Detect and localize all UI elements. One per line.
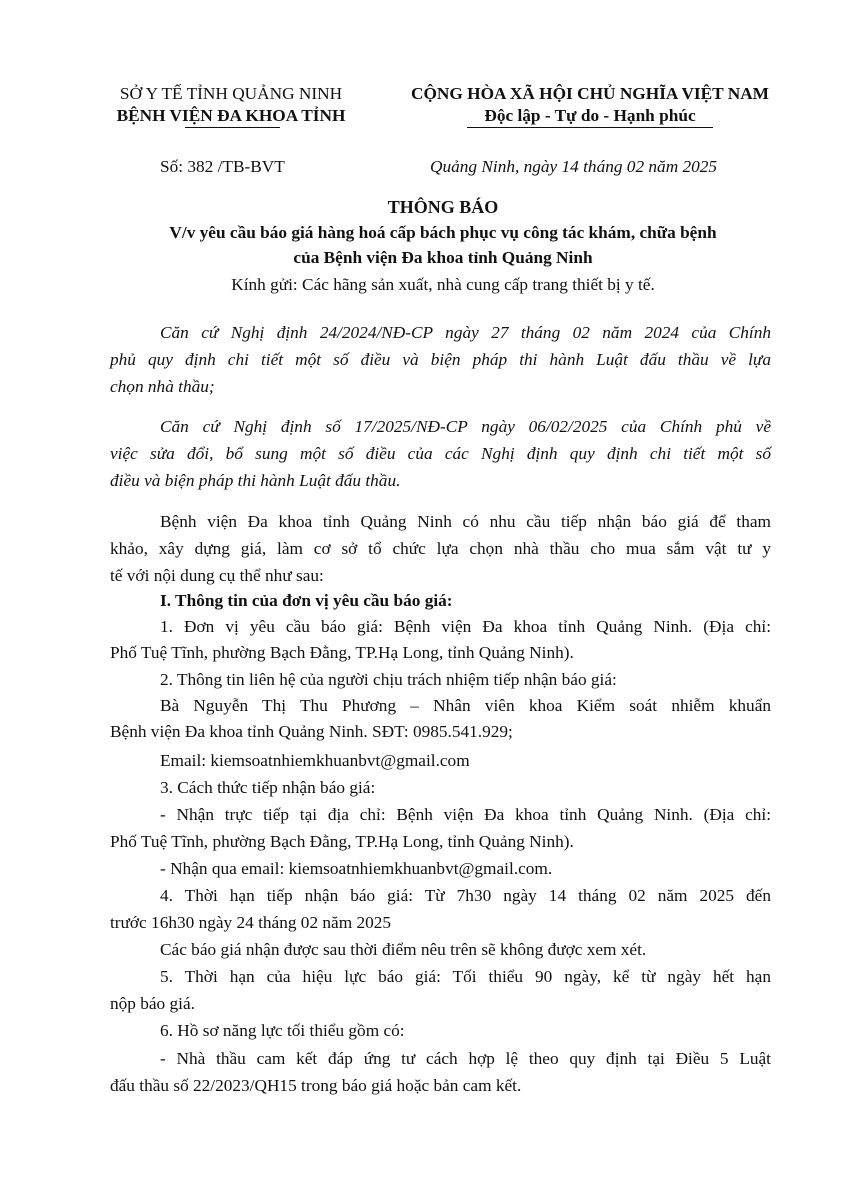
item-5-line-2: nộp báo giá. <box>110 994 195 1013</box>
item-3-direct-line-2: Phố Tuệ Tĩnh, phường Bạch Đằng, TP.Hạ Long, tỉnh Quảng Ninh). <box>110 832 574 851</box>
basis-1-line-3: chọn nhà thầu; <box>110 377 215 396</box>
intro-line-1: Bệnh viện Đa khoa tỉnh Quảng Ninh có nhu cầu tiếp nhận báo giá để tham <box>160 512 771 531</box>
item-6-a-line-2: đấu thầu số 22/2023/QH15 trong báo giá hoặc bản cam kết. <box>110 1076 522 1095</box>
national-motto: Độc lập - Tự do - Hạnh phúc <box>484 106 696 125</box>
nation-name: CỘNG HÒA XÃ HỘI CHỦ NGHĨA VIỆT NAM <box>411 84 769 103</box>
basis-2-line-1: Căn cứ Nghị định số 17/2025/NĐ-CP ngày 06/02/2025 của Chính phủ về <box>160 417 771 436</box>
basis-2-line-2: việc sửa đổi, bổ sung một số điều của các Nghị định quy định chi tiết một số <box>110 444 771 463</box>
document-number: Số: 382 /TB-BVT <box>160 157 285 176</box>
hospital-name-underline <box>185 127 280 128</box>
item-1-line-2: Phố Tuệ Tĩnh, phường Bạch Đằng, TP.Hạ Long, tỉnh Quảng Ninh). <box>110 643 574 662</box>
item-2-email: Email: kiemsoatnhiemkhuanbvt@gmail.com <box>160 751 470 770</box>
agency-name: SỞ Y TẾ TỈNH QUẢNG NINH <box>119 84 343 103</box>
item-3-email: - Nhận qua email: kiemsoatnhiemkhuanbvt@gmail.com. <box>160 859 553 878</box>
document-subject-line-1: V/v yêu cầu báo giá hàng hoá cấp bách phục vụ công tác khám, chữa bệnh <box>169 223 717 242</box>
section-1-heading: I. Thông tin của đơn vị yêu cầu báo giá: <box>160 591 453 610</box>
basis-1-line-2: phủ quy định chi tiết một số điều và biện pháp thi hành Luật đấu thầu về lựa <box>110 350 771 369</box>
item-2-person-line-1: Bà Nguyễn Thị Thu Phương – Nhân viên khoa Kiểm soát nhiễm khuẩn <box>160 696 771 715</box>
document-subject-line-2: của Bệnh viện Đa khoa tỉnh Quảng Ninh <box>293 248 593 267</box>
item-4-note: Các báo giá nhận được sau thời điểm nêu trên sẽ không được xem xét. <box>160 940 647 959</box>
item-6-a-line-1: - Nhà thầu cam kết đáp ứng tư cách hợp lệ theo quy định tại Điều 5 Luật <box>160 1049 771 1068</box>
item-5-line-1: 5. Thời hạn của hiệu lực báo giá: Tối thiểu 90 ngày, kể từ ngày hết hạn <box>160 967 771 986</box>
item-4-line-1: 4. Thời hạn tiếp nhận báo giá: Từ 7h30 ngày 14 tháng 02 năm 2025 đến <box>160 886 771 905</box>
intro-line-2: khảo, xây dựng giá, làm cơ sở tổ chức lựa chọn nhà thầu cho mua sắm vật tư y <box>110 539 771 558</box>
basis-1-line-1: Căn cứ Nghị định 24/2024/NĐ-CP ngày 27 tháng 02 năm 2024 của Chính <box>160 323 771 342</box>
item-2-person-line-2: Bệnh viện Đa khoa tỉnh Quảng Ninh. SĐT: 0985.541.929; <box>110 722 513 741</box>
place-and-date: Quảng Ninh, ngày 14 tháng 02 năm 2025 <box>430 157 718 176</box>
hospital-name: BỆNH VIỆN ĐA KHOA TỈNH <box>116 106 346 125</box>
basis-2-line-3: điều và biện pháp thi hành Luật đấu thầu. <box>110 471 401 490</box>
item-3-direct-line-1: - Nhận trực tiếp tại địa chỉ: Bệnh viện Đa khoa tỉnh Quảng Ninh. (Địa chỉ: <box>160 805 771 824</box>
intro-line-3: tế với nội dung cụ thể như sau: <box>110 566 324 585</box>
motto-underline <box>467 127 713 128</box>
document-title: THÔNG BÁO <box>387 197 499 217</box>
item-2-heading: 2. Thông tin liên hệ của người chịu trách nhiệm tiếp nhận báo giá: <box>160 670 617 689</box>
item-3-heading: 3. Cách thức tiếp nhận báo giá: <box>160 778 376 797</box>
item-6-heading: 6. Hồ sơ năng lực tối thiểu gồm có: <box>160 1021 405 1040</box>
item-1-line-1: 1. Đơn vị yêu cầu báo giá: Bệnh viện Đa khoa tỉnh Quảng Ninh. (Địa chỉ: <box>160 617 771 636</box>
item-4-line-2: trước 16h30 ngày 24 tháng 02 năm 2025 <box>110 913 392 932</box>
recipient-line: Kính gửi: Các hãng sản xuất, nhà cung cấp trang thiết bị y tế. <box>231 275 655 294</box>
